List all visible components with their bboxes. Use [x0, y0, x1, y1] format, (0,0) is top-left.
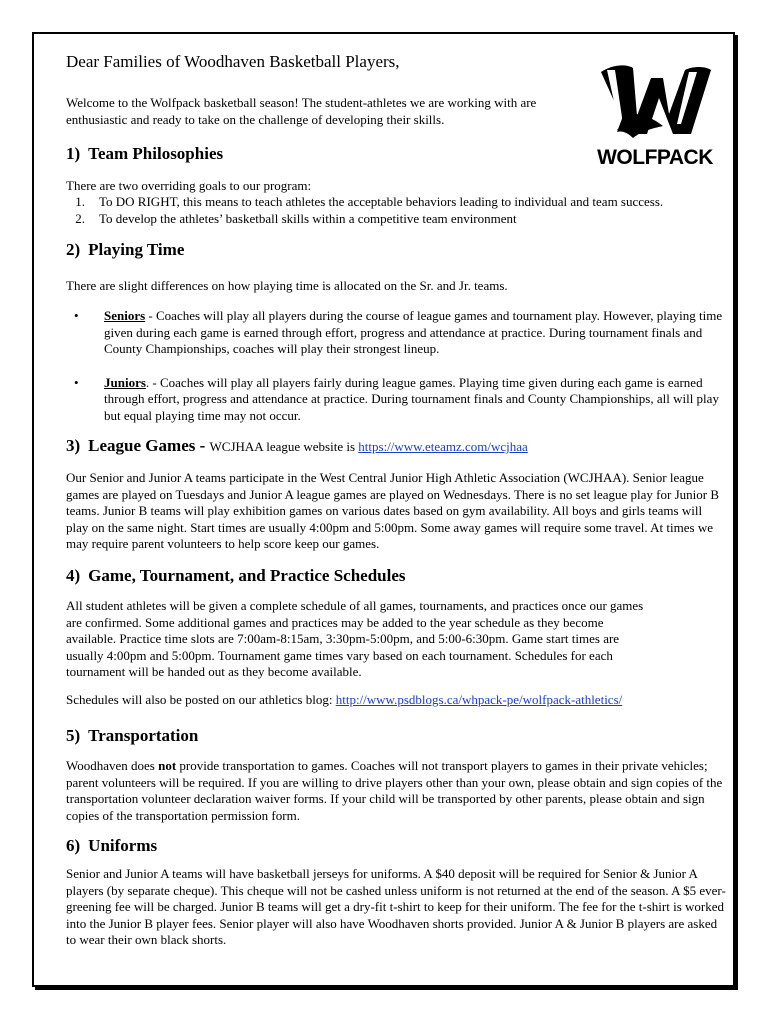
- section-5-title: Transportation: [88, 726, 199, 745]
- section-5-body: [66, 758, 726, 824]
- blog-text: Schedules will also be posted on our athletics blog:: [66, 692, 336, 707]
- juniors-label: Juniors: [104, 374, 146, 390]
- league-website-link[interactable]: https://www.eteamz.com/wcjhaa: [358, 439, 528, 454]
- section-1-number: 1): [66, 144, 81, 163]
- section-3-title: League Games -: [88, 436, 206, 455]
- section-4-body: All student athletes will be given a complete schedule of all games, tournaments, and practices once our games are confirmed. Some additional games and practices may be added to the year schedule as they become available. Practice time slots are 7:00am-8:15am, 3:30pm-5:00pm, and 5:00-6:30pm. Game start times are usually 4:00pm and 5:00pm. Tournament game times vary based on each tournament. Schedules for each tournament will be handed out as they become available.: [66, 598, 644, 679]
- list-item: [66, 375, 726, 425]
- section-3-heading: [66, 436, 528, 456]
- logo-word: WOLFPACK: [597, 146, 713, 169]
- blog-link[interactable]: http://www.psdblogs.ca/whpack-pe/wolfpack-athletics/: [335, 692, 623, 707]
- logo-w-mark: [601, 65, 711, 138]
- section-6-heading: [66, 836, 157, 856]
- section-5-heading: [66, 726, 198, 746]
- goal-number: 2.: [75, 210, 85, 226]
- section-3-body: Our Senior and Junior A teams participate in the West Central Junior High Athletic Association (WCJHAA). Senior league games are played on Tuesdays and Junior A league games are played on Wednesdays. There is no set league play for Junior B teams. Junior B teams will play exhibition games on various dates based on gym availability. All boys and girls teams will play on the same night. Start times are usually 4:00pm and 5:00pm. Some away games will require some travel. At times we may require parent volunteers to help score keep our games.: [66, 470, 720, 551]
- transport-pre: Woodhaven does: [66, 758, 159, 773]
- wolf-logo: [593, 58, 717, 170]
- goals-list: [66, 194, 663, 227]
- transport-not: not: [158, 758, 177, 773]
- seniors-text: - Coaches will play all players during the course of league games and tournament play. However, playing time given during each game is earned through effort, progress and attendance at practice. During tournament finals and County Championships, coaches will play their strongest lineup.: [104, 308, 723, 356]
- list-item: [66, 308, 726, 358]
- greeting: Dear Families of Woodhaven Basketball Players,: [66, 52, 400, 71]
- goal-number: 1.: [75, 194, 85, 209]
- section-2-title: Playing Time: [88, 240, 185, 259]
- section-6-title: Uniforms: [88, 836, 158, 855]
- seniors-label: Seniors: [104, 308, 146, 323]
- section-5-number: 5): [66, 726, 81, 745]
- section-3-number: 3): [66, 436, 81, 455]
- section-1-title: Team Philosophies: [88, 144, 224, 163]
- transport-post: provide transportation to games. Coaches will not transport players to games in their private vehicles; parent volunteers will be required. If you are willing to drive players other than your own, please obtain and sign copies of the transportation volunteer declaration waiver forms. If your child will be transported by other parents, please obtain and sign copies of the transportation permission form.: [66, 758, 723, 823]
- playing-time-list: [66, 308, 726, 436]
- section-1-intro: There are two overriding goals to our program:: [66, 178, 312, 193]
- goal-item: [66, 211, 663, 228]
- section-6-number: 6): [66, 836, 81, 855]
- section-1-heading: [66, 144, 223, 164]
- section-2-number: 2): [66, 240, 81, 259]
- goal-item: [66, 194, 663, 211]
- blog-line: [66, 692, 726, 709]
- section-4-heading: [66, 566, 406, 586]
- section-6-body: Senior and Junior A teams will have basketball jerseys for uniforms. A $40 deposit will be required for Senior & Junior A players (by separate cheque). This cheque will not be cashed unless uniform is not returned at the end of the season. A $5 ever-greening fee will be charged. Junior B teams will get a dry-fit t-shirt to keep for their uniform. The fee for the t-shirt is worked into the Junior B player fees. Senior player will also have Woodhaven shorts provided. Junior A & Junior B players are asked to wear their own black shorts.: [66, 866, 726, 947]
- goal-text: To DO RIGHT, this means to teach athletes the acceptable behaviors leading to individual and team success.: [99, 194, 664, 209]
- section-2-heading: [66, 240, 184, 260]
- bullet-icon: •: [74, 308, 79, 323]
- section-4-number: 4): [66, 566, 81, 585]
- section-4-title: Game, Tournament, and Practice Schedules: [88, 566, 406, 585]
- league-website-text: WCJHAA league website is: [209, 439, 359, 454]
- section-2-intro: There are slight differences on how playing time is allocated on the Sr. and Jr. teams.: [66, 278, 508, 293]
- juniors-text: . - Coaches will play all players fairly during league games. Playing time given during each game is earned through effort, progress and attendance at practice. During tournament finals and County Championships, all will play but equal playing time may not occur.: [104, 374, 719, 423]
- welcome-paragraph: Welcome to the Wolfpack basketball season! The student-athletes we are working with are enthusiastic and ready to take on the challenge of developing their skills.: [66, 95, 537, 127]
- bullet-icon: •: [74, 374, 79, 390]
- goal-text: To develop the athletes’ basketball skills within a competitive team environment: [99, 210, 517, 226]
